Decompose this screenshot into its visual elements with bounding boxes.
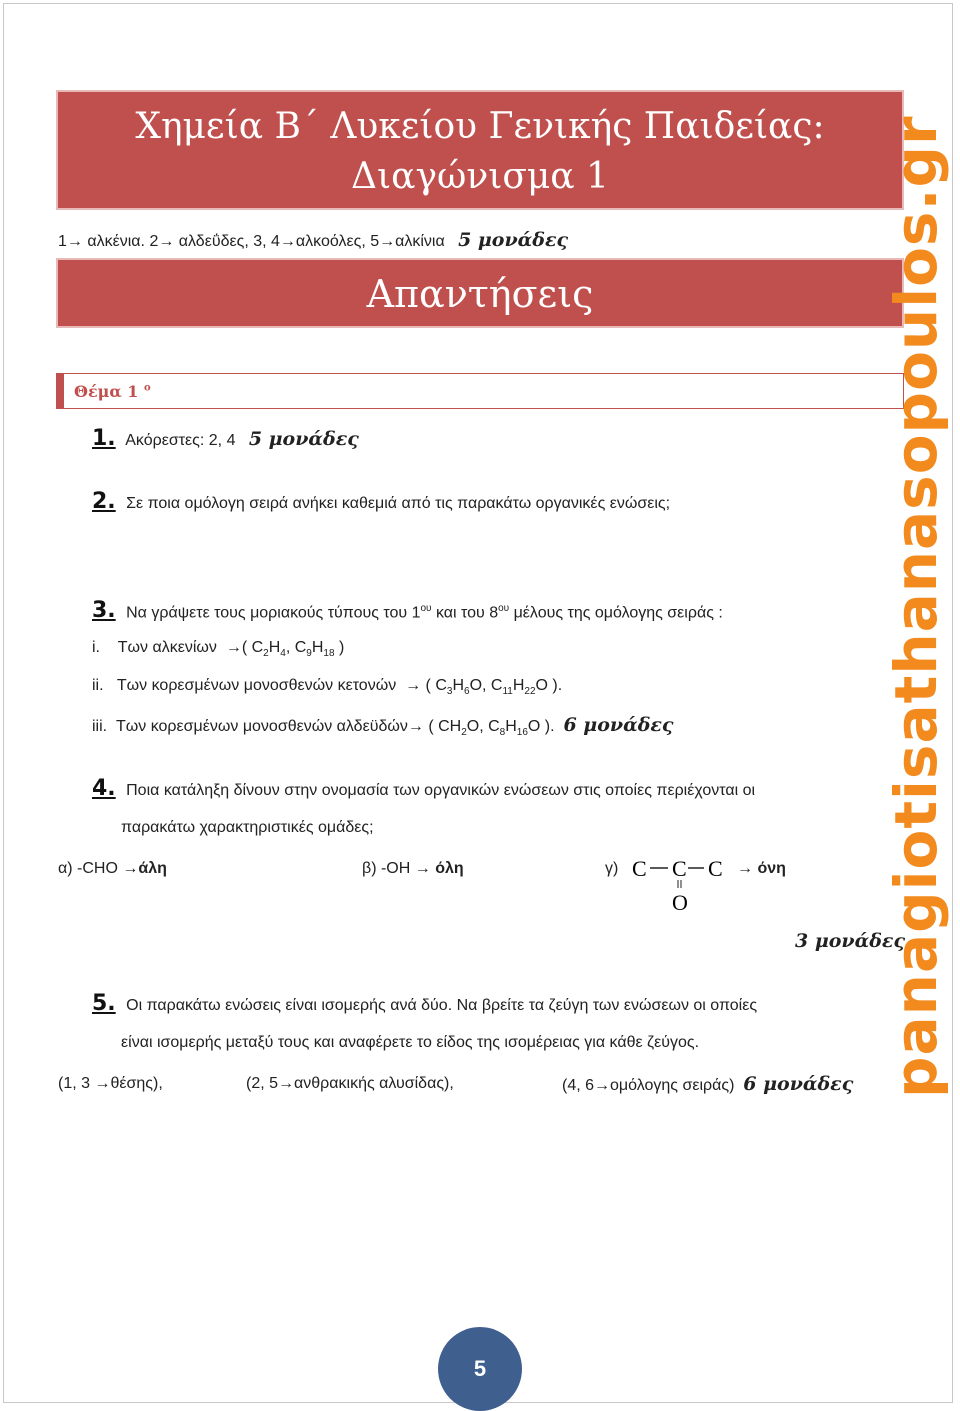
question-3-points: 6 μονάδες bbox=[563, 714, 674, 736]
question-1-points: 5 μονάδες bbox=[248, 428, 359, 450]
question-4-number: 4. bbox=[92, 776, 116, 801]
arrow-icon: → bbox=[407, 718, 424, 735]
question-5-points: 6 μονάδες bbox=[743, 1073, 854, 1095]
question-2-text: Σε ποια ομόλογη σειρά ανήκει καθεμιά από τις παρακάτω οργανικές ενώσεις; bbox=[126, 495, 671, 512]
arrow-icon: → bbox=[225, 639, 242, 656]
svg-text:C: C bbox=[708, 856, 723, 881]
arrow-icon: → bbox=[278, 1075, 295, 1092]
ketone-structure bbox=[630, 852, 750, 918]
arrow-icon: → bbox=[66, 233, 83, 250]
question-3: 3. Να γράψετε τους μοριακούς τύπους του $1^{o\upsilon}$ και του $8^{o\upsilon}$ μέλους της ομόλογης σειράς : bbox=[92, 598, 723, 624]
answer-pair-3: (4, 6→ομόλογης σειράς) 6 μονάδες bbox=[562, 1073, 854, 1095]
svg-text:O: O bbox=[672, 890, 688, 915]
answer-pair-1: (1, 3 →θέσης), bbox=[58, 1075, 163, 1092]
question-2-answer-line: 1→ αλκένια. 2→ αλδεΰδες, 3, 4→αλκοόλες, 5→αλκίνια 5 μονάδες bbox=[58, 229, 569, 251]
title-line-2: Διαγώνισμα 1 bbox=[351, 156, 609, 197]
question-3-i: i. Των αλκενίων →( $C_2H_4$, $C_9H_{18}$ ) bbox=[92, 639, 345, 660]
arrow-icon: → bbox=[158, 233, 175, 250]
question-5-line-2: είναι ισομερής μεταξύ τους και αναφέρετε το είδος της ισομέρειας για κάθε ζεύγος. bbox=[121, 1034, 700, 1051]
question-1 bbox=[92, 428, 359, 452]
section-label: Θέμα 1 $^o$ bbox=[74, 381, 151, 401]
question-5-number: 5. bbox=[92, 991, 116, 1016]
page-number: 5 bbox=[438, 1327, 522, 1411]
answer-alpha: α) -CHO →άλη bbox=[58, 860, 167, 877]
question-1-answer: Ακόρεστες: 2, 4 bbox=[125, 432, 236, 449]
svg-text:C: C bbox=[632, 856, 647, 881]
arrow-icon: → bbox=[737, 860, 753, 877]
answer-beta: β) -OH → όλη bbox=[362, 860, 464, 877]
question-3-iii: iii. Των κορεσμένων μονοσθενών αλδεϋδών→ ( $CH_2O$, $C_8H_{16}O$ ). 6 μονάδες bbox=[92, 714, 674, 739]
arrow-icon: → bbox=[279, 233, 296, 250]
arrow-icon: → bbox=[379, 233, 396, 250]
question-4-line-2: παρακάτω χαρακτηριστικές ομάδες; bbox=[121, 819, 374, 836]
title-line-1: Χημεία Β΄ Λυκείου Γενικής Παιδείας: bbox=[135, 106, 825, 147]
arrow-icon: → bbox=[405, 677, 422, 694]
subtitle-banner bbox=[56, 258, 904, 328]
subtitle: Απαντήσεις bbox=[366, 272, 594, 316]
watermark: panagiotisathanasopoulos.gr bbox=[882, 115, 950, 1098]
answer-gamma: γ) bbox=[605, 860, 619, 877]
arrow-icon: → bbox=[94, 1075, 111, 1092]
question-4: 4. Ποια κατάληξη δίνουν στην ονομασία των οργανικών ενώσεων στις οποίες περιέχονται οι bbox=[92, 776, 756, 801]
question-4-points: 3 μονάδες bbox=[795, 930, 906, 952]
question-5: 5. Οι παρακάτω ενώσεις είναι ισομερής ανά δύο. Να βρείτε τα ζεύγη των ενώσεων οι οποίες bbox=[92, 991, 758, 1016]
arrow-icon: → bbox=[122, 860, 139, 877]
question-3-ii: ii. Των κορεσμένων μονοσθενών κετονών → ( $C_3H_6O$, $C_{11}H_{22}O$ ). bbox=[92, 677, 563, 698]
arrow-icon: → bbox=[414, 860, 431, 877]
question-2-number: 2. bbox=[92, 489, 116, 514]
question-2 bbox=[92, 491, 670, 515]
answer-pair-2: (2, 5→ανθρακικής αλυσίδας), bbox=[246, 1075, 454, 1092]
question-1-number: 1. bbox=[92, 426, 116, 451]
answer-gamma-result: → όνη bbox=[737, 860, 786, 877]
section-header bbox=[56, 373, 904, 409]
title-banner bbox=[56, 90, 904, 210]
svg-text:C: C bbox=[672, 856, 687, 881]
arrow-icon: → bbox=[594, 1077, 611, 1094]
question-2-points: 5 μονάδες bbox=[458, 229, 569, 251]
question-3-number: 3. bbox=[92, 598, 116, 624]
